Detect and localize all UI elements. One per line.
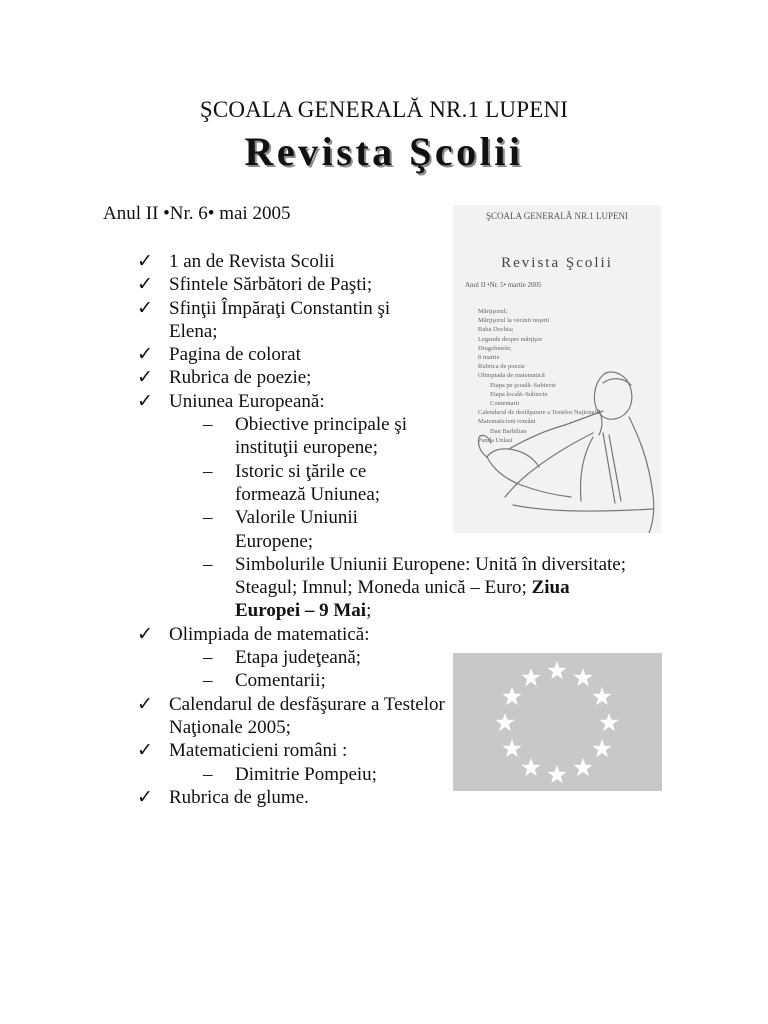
flag-star bbox=[548, 765, 567, 783]
flag-star bbox=[496, 713, 515, 731]
dash-marker: – bbox=[203, 414, 213, 436]
flag-star bbox=[593, 687, 612, 705]
dash-marker: – bbox=[203, 763, 213, 785]
contents-item bbox=[0, 763, 420, 786]
dash-marker: – bbox=[203, 647, 213, 669]
contents-item bbox=[0, 786, 439, 809]
contents-item-text: 1 an de Revista Scolii bbox=[169, 251, 335, 272]
contents-item-text: Comentarii; bbox=[235, 670, 326, 692]
contents-item bbox=[0, 646, 420, 669]
contents-item-text: Rubrica de glume. bbox=[169, 786, 309, 808]
cover-list-item: Etapa locală–Subiecte bbox=[490, 390, 548, 398]
contents-item bbox=[0, 693, 469, 740]
cover-list-item: Dan Barbilian bbox=[490, 427, 527, 435]
flag-star bbox=[503, 739, 522, 757]
cover-list-item: Rubrica de poezie bbox=[478, 363, 525, 371]
cover-list-item: Legende despre mărţişor bbox=[478, 335, 543, 343]
contents-item bbox=[0, 297, 439, 344]
contents-item bbox=[0, 413, 420, 460]
dash-marker: – bbox=[203, 553, 213, 575]
contents-item bbox=[0, 390, 439, 413]
flag-star bbox=[522, 668, 541, 686]
contents-item-text: Uniunea Europeană: bbox=[169, 390, 325, 412]
check-mark-icon: ✓ bbox=[137, 693, 153, 715]
contents-item-text: Obiective principale şi instituţii europene; bbox=[235, 414, 407, 459]
cover-list-item: Matematicieni români bbox=[478, 418, 536, 426]
contents-item-text: Pagina de colorat bbox=[169, 344, 301, 366]
flag-star bbox=[574, 758, 593, 776]
check-mark-icon: ✓ bbox=[137, 367, 153, 389]
contents-item-text: Dimitrie Pompeiu; bbox=[235, 763, 377, 785]
school-name: ŞCOALA GENERALĂ NR.1 LUPENI bbox=[199, 97, 569, 122]
contents-item-text: Matematicieni români : bbox=[169, 740, 348, 762]
contents-item bbox=[0, 739, 439, 762]
check-mark-icon: ✓ bbox=[137, 390, 153, 412]
previous-issue-cover-image bbox=[453, 205, 661, 533]
contents-item-tail: ; bbox=[366, 600, 372, 622]
contents-item bbox=[0, 273, 439, 296]
check-mark-icon: ✓ bbox=[137, 623, 153, 645]
cover-list-item: 8 martie bbox=[478, 354, 500, 362]
flag-star bbox=[593, 739, 612, 757]
check-mark-icon: ✓ bbox=[137, 297, 153, 319]
check-mark-icon: ✓ bbox=[137, 786, 153, 808]
contents-item-text: Etapa judeţeană; bbox=[235, 647, 362, 669]
flag-star bbox=[548, 661, 567, 679]
cover-list-item: Etapa pe şcoală–Subiecte bbox=[490, 381, 557, 389]
check-mark-icon: ✓ bbox=[137, 344, 153, 366]
dash-marker: – bbox=[203, 670, 213, 692]
contents-item-text: Istoric si ţările ce formează Uniunea; bbox=[235, 460, 381, 505]
contents-item bbox=[0, 669, 420, 692]
cover-issue-line: Anul II •Nr. 5• martie 2005 bbox=[465, 281, 542, 289]
contents-item-text: Olimpiada de matematică: bbox=[169, 623, 370, 645]
check-mark-icon: ✓ bbox=[137, 251, 153, 272]
dash-marker: – bbox=[203, 460, 213, 482]
check-mark-icon: ✓ bbox=[137, 740, 153, 762]
contents-item-text: Sfinţii Împăraţi Constantin şi Elena; bbox=[169, 297, 391, 342]
flag-star bbox=[574, 668, 593, 686]
check-mark-icon: ✓ bbox=[137, 274, 153, 296]
contents-item bbox=[0, 553, 630, 623]
european-union-flag bbox=[453, 653, 662, 791]
cover-list-item: Comentarii bbox=[490, 400, 520, 408]
cover-list-item: Calendarul de desfăşurare a Testelor Naţionale bbox=[478, 409, 600, 417]
contents-item bbox=[0, 343, 439, 366]
cover-list-item: Mărţişorul la vecinii noştrii bbox=[478, 317, 550, 325]
contents-item-text: Valorile Uniunii Europene; bbox=[235, 507, 358, 552]
cover-list-item: Mărţişorul; bbox=[478, 308, 508, 315]
contents-item bbox=[0, 366, 439, 389]
dash-marker: – bbox=[203, 507, 213, 529]
contents-item bbox=[0, 506, 420, 553]
cover-list-item: Panda Unlasi bbox=[478, 436, 513, 444]
cover-list-item: Olimpiada de matematică bbox=[478, 372, 545, 380]
contents-item-text: Simbolurile Uniunii Europene: Unită în diversitate; Steagul; Imnul; Moneda unică – Euro; bbox=[235, 553, 627, 599]
issue-line: Anul II •Nr. 6• mai 2005 bbox=[103, 203, 291, 224]
contents-item-text: Calendarul de desfăşurare a Testelor Naţionale 2005; bbox=[169, 693, 445, 738]
contents-item bbox=[0, 250, 439, 273]
contents-item-text: Rubrica de poezie; bbox=[169, 367, 312, 389]
contents-item bbox=[0, 460, 420, 507]
cover-list-item: Dragobetele; bbox=[478, 344, 512, 352]
teacher-illustration bbox=[453, 205, 661, 533]
cover-list-item: Baba Dochia; bbox=[478, 326, 514, 334]
flag-star bbox=[503, 687, 522, 705]
cover-school-name: ŞCOALA GENERALĂ NR.1 LUPENI bbox=[485, 211, 628, 221]
flag-star bbox=[600, 713, 619, 731]
cover-title: Revista Şcolii bbox=[501, 255, 613, 271]
europe-day-highlight: Ziua Europei – 9 Mai bbox=[235, 577, 570, 622]
flag-stars-circle bbox=[453, 653, 662, 791]
flag-star bbox=[522, 758, 541, 776]
magazine-title: Revista Şcolii bbox=[244, 129, 524, 174]
contents-item-text: Sfintele Sărbători de Paşti; bbox=[169, 274, 373, 296]
contents-item bbox=[0, 623, 439, 646]
